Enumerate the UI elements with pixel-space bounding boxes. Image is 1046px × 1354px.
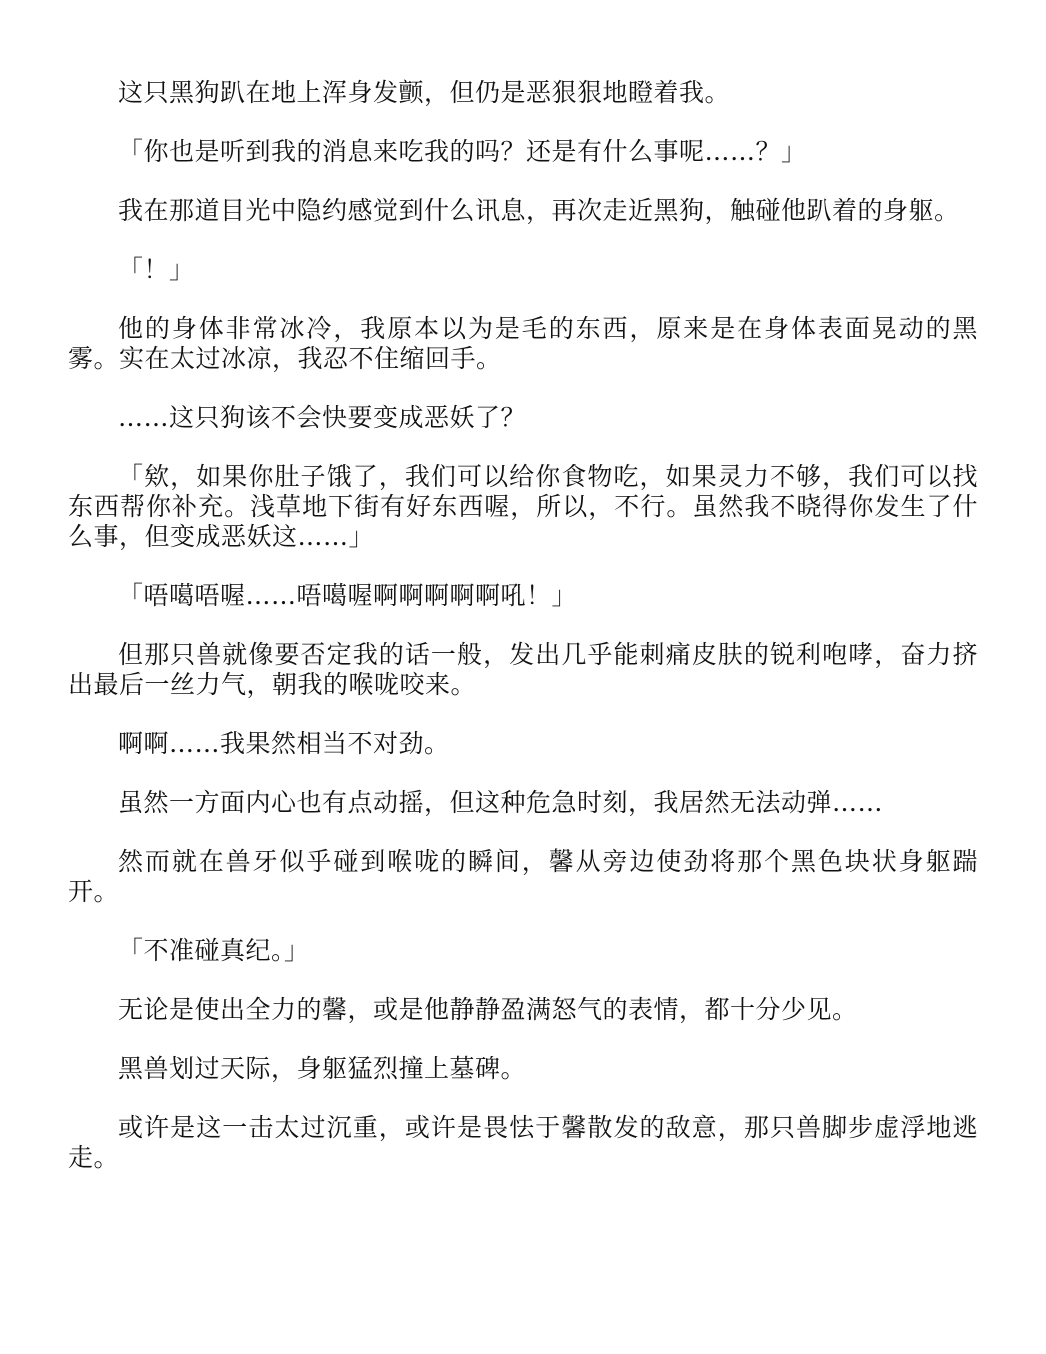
paragraph: 虽然一方面内心也有点动摇，但这种危急时刻，我居然无法动弹…… [118,788,884,817]
paragraph: 啊啊……我果然相当不对劲。 [118,729,450,758]
paragraph: 「欸，如果你肚子饿了，我们可以给你食物吃，如果灵力不够，我们可以找东西帮你补充。浅草地下街有好东西喔，所以，不行。虽然我不晓得你发生了什么事，但变成恶妖这……」 [68,462,978,551]
paragraph: 「不准碰真纪。」 [118,936,310,965]
paragraph: 但那只兽就像要否定我的话一般，发出几乎能刺痛皮肤的锐利咆哮，奋力挤出最后一丝力气，朝我的喉咙咬来。 [68,640,978,699]
body-text [68,78,978,1202]
paragraph: 无论是使出全力的馨，或是他静静盈满怒气的表情，都十分少见。 [118,995,858,1024]
paragraph: 「唔噶唔喔……唔噶喔啊啊啊啊啊吼！」 [118,581,578,610]
paragraph: 这只黑狗趴在地上浑身发颤，但仍是恶狠狠地瞪着我。 [118,78,731,107]
paragraph: ……这只狗该不会快要变成恶妖了？ [118,403,527,432]
paragraph: 「你也是听到我的消息来吃我的吗？还是有什么事呢……？」 [118,137,807,166]
paragraph: 或许是这一击太过沉重，或许是畏怯于馨散发的敌意，那只兽脚步虚浮地逃走。 [68,1113,978,1172]
paragraph: 他的身体非常冰冷，我原本以为是毛的东西，原来是在身体表面晃动的黑雾。实在太过冰凉，我忍不住缩回手。 [68,314,978,373]
paragraph: 然而就在兽牙似乎碰到喉咙的瞬间，馨从旁边使劲将那个黑色块状身躯踹开。 [68,847,978,906]
paragraph: 我在那道目光中隐约感觉到什么讯息，再次走近黑狗，触碰他趴着的身躯。 [118,196,960,225]
paragraph: 黑兽划过天际，身躯猛烈撞上墓碑。 [118,1054,527,1083]
paragraph: 「！」 [118,255,195,284]
